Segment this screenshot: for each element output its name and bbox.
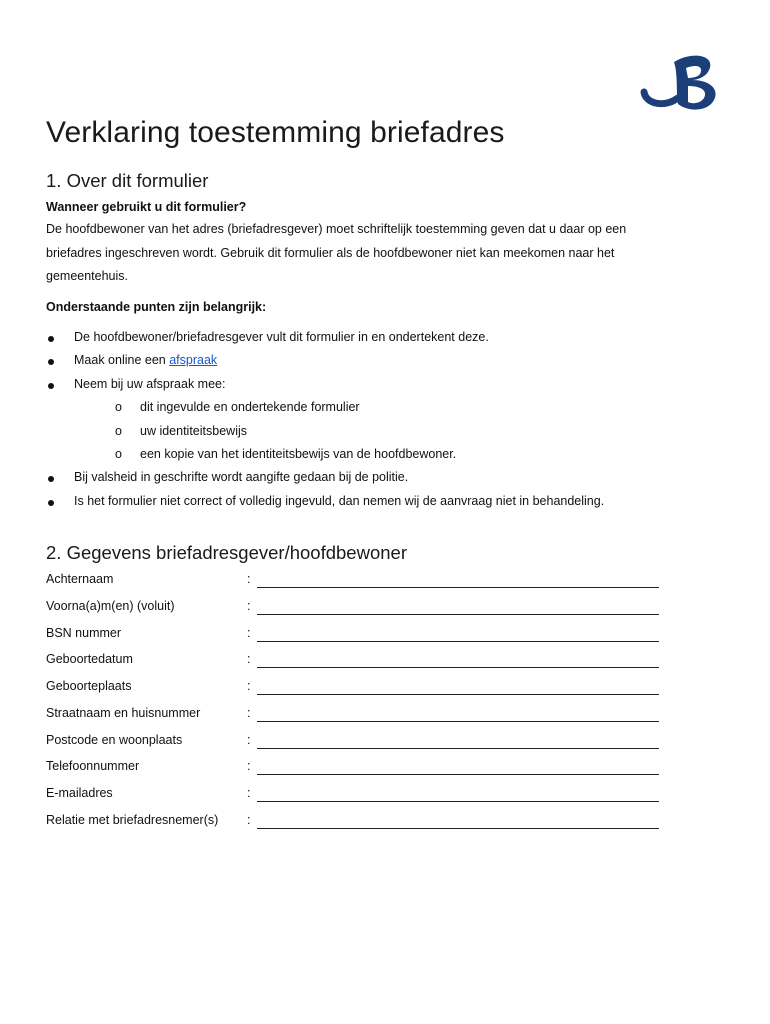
- field-label: Relatie met briefadresnemer(s): [46, 813, 219, 827]
- intro-line: De hoofdbewoner van het adres (briefadresgever) moet schriftelijk toestemming geven dat u daar op een: [46, 222, 627, 236]
- email-input-line[interactable]: [257, 801, 659, 802]
- field-geboorteplaats: [46, 679, 666, 699]
- field-postcode: [46, 733, 666, 753]
- section-1-heading: 1. Over dit formulier: [46, 170, 209, 191]
- field-label: E-mailadres: [46, 786, 113, 800]
- points-heading: Onderstaande punten zijn belangrijk:: [46, 300, 267, 314]
- field-colon: :: [247, 813, 251, 827]
- list-item: De hoofdbewoner/briefadresgever vult dit formulier in en ondertekent deze.: [74, 330, 489, 344]
- field-relatie: [46, 813, 666, 833]
- field-straatnaam: [46, 706, 666, 726]
- intro-line: gemeentehuis.: [46, 269, 129, 283]
- list-item: Neem bij uw afspraak mee:: [74, 377, 226, 391]
- field-colon: :: [247, 733, 251, 747]
- field-label: BSN nummer: [46, 626, 122, 640]
- achternaam-input-line[interactable]: [257, 587, 659, 588]
- bsn-input-line[interactable]: [257, 641, 659, 642]
- field-email: [46, 786, 666, 806]
- field-geboortedatum: [46, 652, 666, 672]
- field-label: Geboortedatum: [46, 652, 133, 666]
- field-colon: :: [247, 706, 251, 720]
- field-label: Voorna(a)m(en) (voluit): [46, 599, 175, 613]
- sub-list-item: uw identiteitsbewijs: [140, 424, 247, 438]
- field-colon: :: [247, 652, 251, 666]
- straatnaam-input-line[interactable]: [257, 721, 659, 722]
- telefoon-input-line[interactable]: [257, 774, 659, 775]
- bullet-dot-icon: [48, 336, 56, 344]
- postcode-input-line[interactable]: [257, 748, 659, 749]
- intro-paragraph: [46, 218, 726, 289]
- municipality-logo-icon: [634, 52, 724, 116]
- field-telefoon: [46, 759, 666, 779]
- bullet-dot-icon: [48, 476, 56, 484]
- sub-list-item: een kopie van het identiteitsbewijs van de hoofdbewoner.: [140, 447, 457, 461]
- sub-bullet-marker: o: [115, 447, 122, 461]
- list-item: Bij valsheid in geschrifte wordt aangifte gedaan bij de politie.: [74, 470, 409, 484]
- bullet-dot-icon: [48, 359, 56, 367]
- field-colon: :: [247, 679, 251, 693]
- bullet-dot-icon: [48, 383, 56, 391]
- field-label: Straatnaam en huisnummer: [46, 706, 201, 720]
- list-item: [74, 353, 217, 367]
- list-item-text: Maak online een: [74, 353, 170, 367]
- section-2-heading: 2. Gegevens briefadresgever/hoofdbewoner: [46, 542, 407, 563]
- field-label: Telefoonnummer: [46, 759, 140, 773]
- sub-bullet-marker: o: [115, 400, 122, 414]
- field-label: Postcode en woonplaats: [46, 733, 183, 747]
- field-colon: :: [247, 786, 251, 800]
- field-colon: :: [247, 759, 251, 773]
- field-label: Achternaam: [46, 572, 114, 586]
- field-voornamen: [46, 599, 666, 619]
- usage-question: Wanneer gebruikt u dit formulier?: [46, 200, 247, 214]
- list-item: Is het formulier niet correct of volledig ingevuld, dan nemen wij de aanvraag niet in behandeling.: [74, 494, 605, 508]
- field-colon: :: [247, 572, 251, 586]
- field-label: Geboorteplaats: [46, 679, 132, 693]
- voornamen-input-line[interactable]: [257, 614, 659, 615]
- sub-list-item: dit ingevulde en ondertekende formulier: [140, 400, 360, 414]
- field-colon: :: [247, 626, 251, 640]
- geboorteplaats-input-line[interactable]: [257, 694, 659, 695]
- bullet-dot-icon: [48, 500, 56, 508]
- relatie-input-line[interactable]: [257, 828, 659, 829]
- field-achternaam: [46, 572, 666, 592]
- page-title: Verklaring toestemming briefadres: [46, 116, 505, 149]
- geboortedatum-input-line[interactable]: [257, 667, 659, 668]
- appointment-link[interactable]: afspraak: [169, 353, 218, 367]
- intro-line: briefadres ingeschreven wordt. Gebruik dit formulier als de hoofdbewoner niet kan meekomen naar het: [46, 245, 615, 260]
- sub-bullet-marker: o: [115, 424, 122, 438]
- field-bsn: [46, 626, 666, 646]
- field-colon: :: [247, 599, 251, 613]
